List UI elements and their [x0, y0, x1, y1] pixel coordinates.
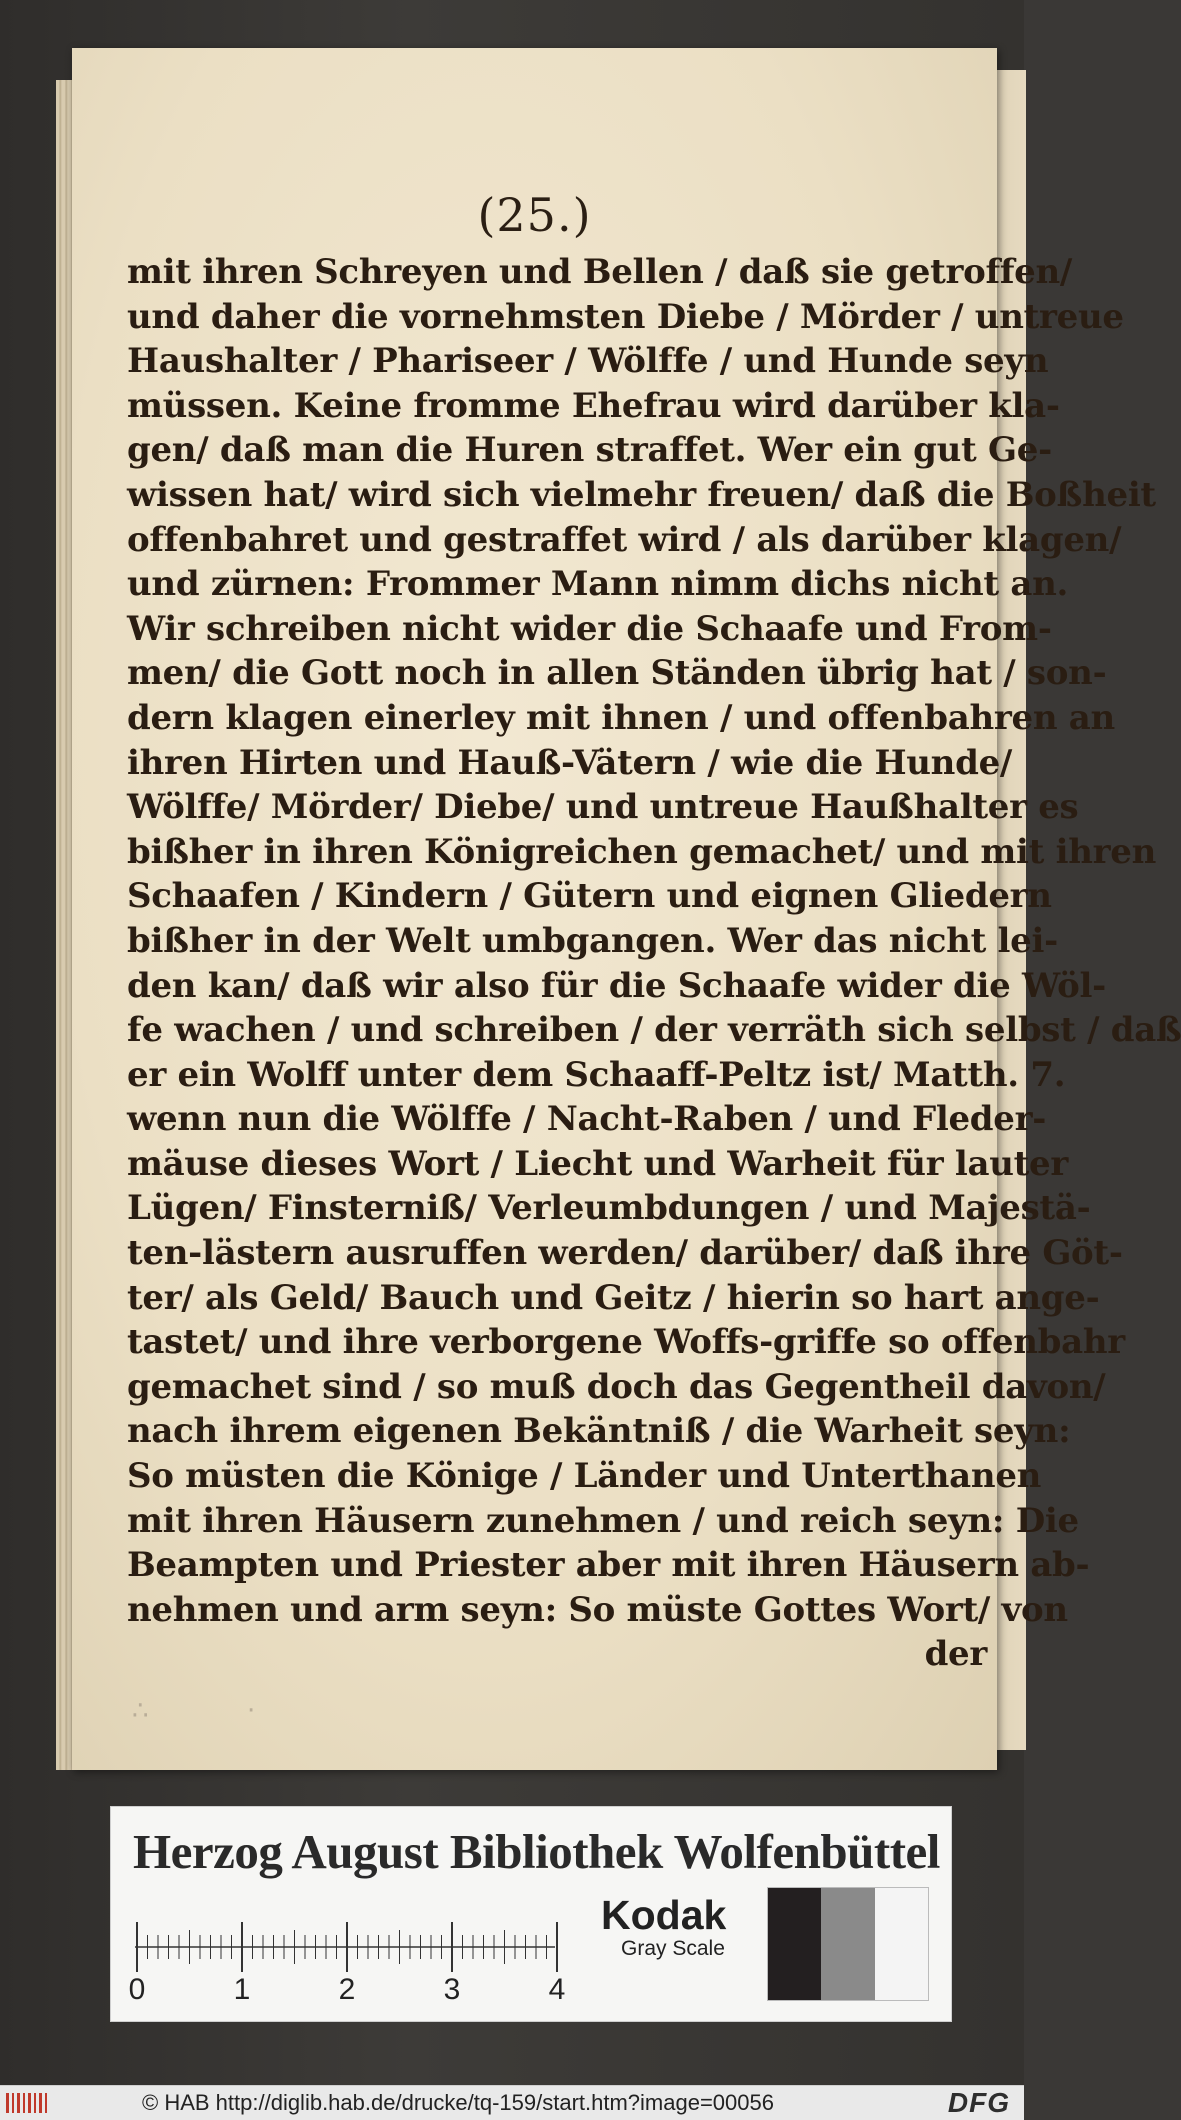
- page-text: [127, 250, 1181, 1677]
- kodak-subtitle: Gray Scale: [621, 1937, 725, 1960]
- text-line: Lügen/ Finsterniß/ Verleumbdungen / und Majestä-: [127, 1188, 1091, 1229]
- text-line: mit ihren Häusern zunehmen / und reich seyn: Die: [127, 1500, 1079, 1541]
- text-line: tastet/ und ihre verborgene Woffs-griffe so offenbahr: [127, 1322, 1125, 1363]
- text-line: wenn nun die Wölffe / Nacht-Raben / und Fleder-: [127, 1099, 1047, 1140]
- kodak-brand: Kodak: [601, 1892, 727, 1938]
- text-line: wissen hat/ wird sich vielmehr freuen/ daß die Boßheit: [127, 474, 1156, 515]
- pencil-mark-left: ∴: [132, 1696, 149, 1726]
- text-line: mäuse dieses Wort / Liecht und Warheit für lauter: [127, 1143, 1068, 1184]
- text-line: der: [924, 1634, 987, 1675]
- text-line: gemachet sind / so muß doch das Gegentheil davon/: [127, 1366, 1106, 1407]
- text-line: und daher die vornehmsten Diebe / Mörder / untreue: [127, 296, 1124, 337]
- text-line: Wölffe/ Mörder/ Diebe/ und untreue Haußhalter es: [127, 787, 1079, 828]
- text-line: bißher in ihren Königreichen gemachet/ und mit ihren: [127, 831, 1157, 872]
- book-page: [72, 48, 1181, 1770]
- text-line: nehmen und arm seyn: So müste Gottes Wort/ von: [127, 1589, 1068, 1630]
- source-link[interactable]: © HAB http://diglib.hab.de/drucke/tq-159/start.htm?image=00056: [142, 2090, 774, 2115]
- gray-scale-swatches: [767, 1887, 929, 2001]
- pencil-mark-right: ·: [247, 1696, 256, 1726]
- text-line: nach ihrem eigenen Bekäntniß / die Warheit seyn:: [127, 1411, 1071, 1452]
- text-line: So müsten die Könige / Länder und Unterthanen: [127, 1456, 1042, 1497]
- text-line: den kan/ daß wir also für die Schaafe wider die Wöl-: [127, 965, 1106, 1006]
- ruler-label: 2: [338, 1973, 356, 2006]
- gray-swatch: [875, 1888, 928, 2000]
- text-line: gen/ daß man die Huren straffet. Wer ein gut Ge-: [127, 430, 1052, 471]
- text-line: er ein Wolff unter dem Schaaff-Peltz ist/ Matth. 7.: [127, 1054, 1066, 1095]
- text-line: Haushalter / Phariseer / Wölffe / und Hunde seyn: [127, 341, 1049, 382]
- text-line: mit ihren Schreyen und Bellen / daß sie getroffen/: [127, 252, 1073, 292]
- page-number: (25.): [477, 188, 592, 242]
- text-line: Schaafen / Kindern / Gütern und eignen Gliedern: [127, 876, 1052, 917]
- ruler-label: 0: [128, 1973, 146, 2006]
- gray-swatch: [768, 1888, 821, 2000]
- measurement-ruler: [128, 1895, 595, 2006]
- hab-logo-icon: [6, 2093, 48, 2113]
- text-line: ten-lästern ausruffen werden/ darüber/ daß ihre Göt-: [127, 1233, 1123, 1274]
- kodak-label: [601, 1893, 761, 1961]
- text-line: men/ die Gott noch in allen Ständen übrig hat / son-: [127, 653, 1107, 694]
- ruler-label: 3: [443, 1973, 461, 2006]
- ruler-label: 1: [233, 1973, 251, 2006]
- text-line: Beampten und Priester aber mit ihren Häusern ab-: [127, 1545, 1090, 1586]
- text-line: und zürnen: Frommer Mann nimm dichs nicht an.: [127, 564, 1069, 605]
- text-line: ter/ als Geld/ Bauch und Geitz / hierin so hart ange-: [127, 1277, 1100, 1318]
- ruler-label: 4: [548, 1973, 566, 2006]
- text-line: offenbahret und gestraffet wird / als darüber klagen/: [127, 519, 1122, 560]
- gray-swatch: [821, 1888, 874, 2000]
- text-line: ihren Hirten und Hauß-Vätern / wie die Hunde/: [127, 742, 1013, 783]
- text-line: fe wachen / und schreiben / der verräth sich selbst / daß: [127, 1010, 1181, 1051]
- text-line: bißher in der Welt umbgangen. Wer das nicht lei-: [127, 920, 1058, 961]
- text-line: dern klagen einerley mit ihnen / und offenbahren an: [127, 697, 1115, 738]
- text-line: müssen. Keine fromme Ehefrau wird darüber kla-: [127, 385, 1060, 426]
- text-line: Wir schreiben nicht wider die Schaafe und From-: [127, 608, 1052, 649]
- viewer-footer: [0, 2085, 1024, 2120]
- library-name: Herzog August Bibliothek Wolfenbüttel: [133, 1824, 940, 1879]
- color-reference-card: [110, 1806, 952, 2022]
- dfg-logo: DFG: [947, 2087, 1010, 2118]
